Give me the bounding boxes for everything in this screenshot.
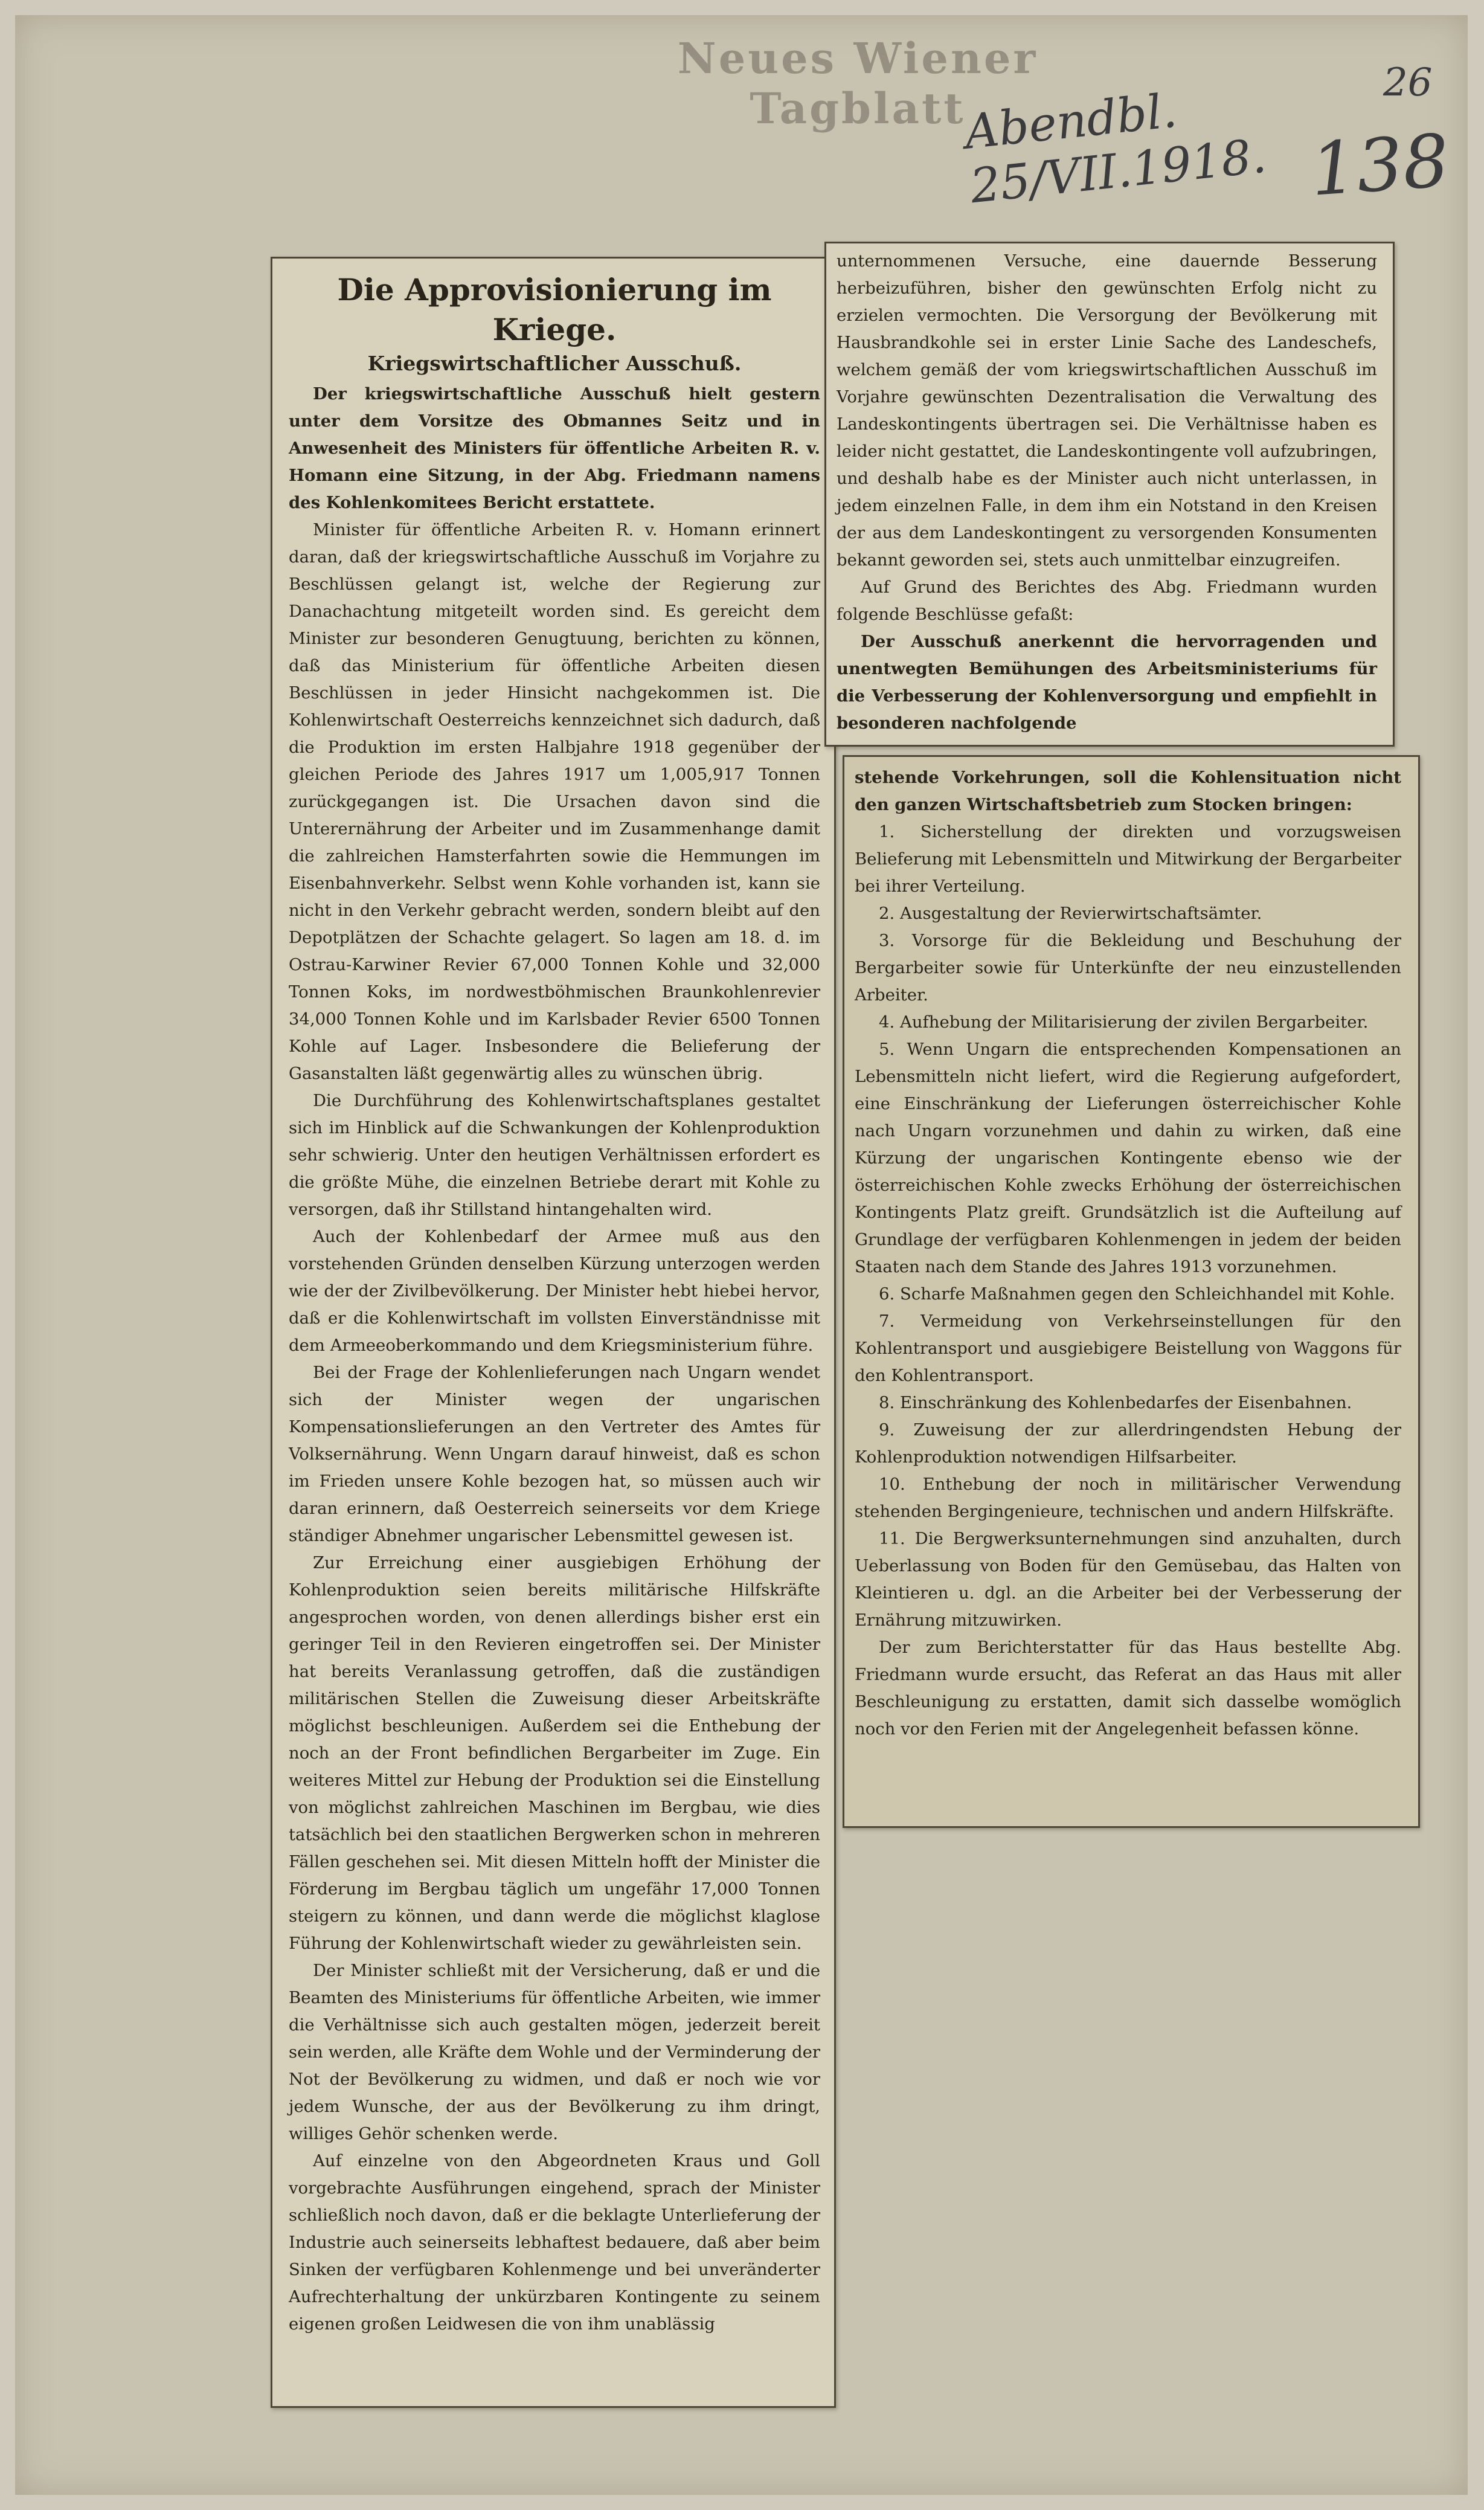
article-headline: Die Approvisionierung im Kriege.: [337, 272, 772, 347]
resolution-item: 5. Wenn Ungarn die entsprechenden Kompensationen an Lebensmitteln nicht liefert, wird die Regierung aufgefordert, eine Einschränkung der Lieferungen österreichischer Kohle nach Ungarn vorzunehmen und dahin zu wirken, daß eine Kürzung der ungarischen Kontingente ebenso wie der österreichischen Kohle zwecks Erhöhung der österreichischen Kontingents Platz greift. Grundsätzlich ist die Aufteilung auf Grundlage der verfügbaren Kohlenmengen in jedem der beiden Staaten nach dem Stande des Jahres 1913 vorzunehmen.: [855, 1040, 1401, 1276]
article-paragraph: Minister für öffentliche Arbeiten R. v. Homann erinnert daran, daß der kriegswirtschaftliche Ausschuß im Vorjahre zu Beschlüssen gelangt ist, welche der Regierung zur Danachachtung mitgeteilt worden sind. Es gereicht dem Minister zur besonderen Genugtuung, berichten zu können, daß das Ministerium für öffentliche Arbeiten diesen Beschlüssen in jeder Hinsicht nachgekommen ist. Die Kohlenwirtschaft Oesterreichs kennzeichnet sich dadurch, daß die Produktion im ersten Halbjahre 1918 gegenüber der gleichen Periode des Jahres 1917 um 1,005,917 Tonnen zurückgegangen ist. Die Ursachen davon sind die Unterernährung der Arbeiter und im Zusammenhange damit die zahlreichen Hamsterfahrten sowie die Hemmungen im Eisenbahnverkehr. Selbst wenn Kohle vorhanden ist, kann sie nicht in den Verkehr gebracht werden, sondern bleibt auf den Depotplätzen der Schachte gelagert. So lagen am 18. d. im Ostrau-Karwiner Revier 67,000 Tonnen Kohle und 32,000 Tonnen Koks, im nordwestböhmischen Braunkohlenrevier 34,000 Tonnen Kohle und im Karlsbader Revier 6500 Tonnen Kohle auf Lager. Insbesondere die Belieferung der Gasanstalten läßt gegenwärtig alles zu wünschen übrig.: [289, 520, 820, 1083]
article-paragraph: Auf Grund des Berichtes des Abg. Friedmann wurden folgende Beschlüsse gefaßt:: [837, 578, 1377, 624]
article-subheadline: Kriegswirtschaftlicher Ausschuß.: [367, 352, 742, 375]
resolution-item: 2. Ausgestaltung der Revierwirtschaftsämter.: [879, 904, 1262, 923]
resolution-item: 10. Enthebung der noch in militärischer Verwendung stehenden Bergingenieure, technischen und andern Hilfskräfte.: [855, 1475, 1401, 1521]
resolution-item: 8. Einschränkung des Kohlenbedarfes der Eisenbahnen.: [879, 1393, 1352, 1412]
resolution-preamble: Der Ausschuß anerkennt die hervorragenden und unentwegten Bemühungen des Arbeitsministeriums für die Verbesserung der Kohlenversorgung und empfiehlt in besonderen nachfolgende: [837, 632, 1377, 733]
article-paragraph: Auf einzelne von den Abgeordneten Kraus und Goll vorgebrachte Ausführungen eingehend, sprach der Minister schließlich noch davon, daß er die beklagte Unterlieferung der Industrie auch seinerseits lebhaftest bedauere, daß aber beim Sinken der verfügbaren Kohlenmenge und bei unveränderter Aufrechterhaltung der unkürzbaren Kontingente zu seinem eigenen großen Leidwesen die von ihm unablässig: [289, 2151, 821, 2334]
article-right-bottom-column: [855, 764, 1401, 1743]
closing-paragraph: Der zum Berichterstatter für das Haus bestellte Abg. Friedmann wurde ersucht, das Referat an das Haus mit aller Beschleunigung zu erstatten, damit sich dasselbe womöglich noch vor den Ferien mit der Angelegenheit befassen könne.: [855, 1638, 1401, 1739]
resolution-item: 7. Vermeidung von Verkehrseinstellungen für den Kohlentransport und ausgiebigere Beistellung von Waggons für den Kohlentransport.: [855, 1311, 1401, 1385]
handwritten-page-number: 138: [1308, 119, 1452, 213]
article-paragraph: Auch der Kohlenbedarf der Armee muß aus den vorstehenden Gründen denselben Kürzung unterzogen werden wie der der Zivilbevölkerung. Der Minister hebt hiebei hervor, daß er die Kohlenwirtschaft im vollsten Einverständnisse mit dem Armeeoberkommando und dem Kriegsministerium führe.: [289, 1227, 820, 1355]
article-right-top-column: [837, 248, 1377, 737]
resolution-item: 4. Aufhebung der Militarisierung der zivilen Bergarbeiter.: [879, 1012, 1369, 1032]
newspaper-masthead-stamp: Neues Wiener Tagblatt: [677, 33, 1038, 134]
resolution-item: 3. Vorsorge für die Bekleidung und Beschuhung der Bergarbeiter sowie für Unterkünfte der neu einzustellenden Arbeiter.: [855, 931, 1401, 1005]
resolution-item: 6. Scharfe Maßnahmen gegen den Schleichhandel mit Kohle.: [879, 1284, 1395, 1304]
handwritten-date: Abendbl. 25/VII.1918.: [962, 83, 1269, 214]
resolution-item: 1. Sicherstellung der direkten und vorzugsweisen Belieferung mit Lebensmitteln und Mitwirkung der Bergarbeiter bei ihrer Verteilung.: [855, 822, 1401, 896]
resolution-intro: stehende Vorkehrungen, soll die Kohlensituation nicht den ganzen Wirtschaftsbetrieb zum Stocken bringen:: [855, 768, 1401, 814]
article-paragraph: Der Minister schließt mit der Versicherung, daß er und die Beamten des Ministeriums für öffentliche Arbeiten, wie immer die Verhältnisse sich auch gestalten mögen, jederzeit bereit sein werden, alle Kräfte dem Wohle und der Verminderung der Not der Bevölkerung zu widmen, und daß er noch wie vor jedem Wunsche, der aus der Bevölkerung zu ihm dringt, williges Gehör schenken werde.: [289, 1961, 820, 2143]
article-paragraph: unternommenen Versuche, eine dauernde Besserung herbeizuführen, bisher den gewünschten Erfolg nicht zu erzielen vermochten. Die Versorgung der Bevölkerung mit Hausbrandkohle sei in erster Linie Sache des Landeschefs, welchem gemäß der vom kriegswirtschaftlichen Ausschuß im Vorjahre gewünschten Dezentralisation die Verwaltung des Landeskontingents übertragen sei. Die Verhältnisse haben es leider nicht gestattet, die Landeskontingente voll aufzubringen, und deshalb habe es der Minister auch nicht unterlassen, in jedem einzelnen Falle, in dem ihm ein Notstand in den Kreisen der aus dem Landeskontingent zu versorgenden Konsumenten bekannt geworden sei, stets auch unmittelbar einzugreifen.: [837, 251, 1377, 570]
resolution-item: 9. Zuweisung der zur allerdringendsten Hebung der Kohlenproduktion notwendigen Hilfsarbeiter.: [855, 1420, 1401, 1467]
article-paragraph: Zur Erreichung einer ausgiebigen Erhöhung der Kohlenproduktion seien bereits militärische Hilfskräfte angesprochen worden, von denen allerdings bisher erst ein geringer Teil in den Revieren eingetroffen sei. Der Minister hat bereits Veranlassung getroffen, daß die zuständigen militärischen Stellen die Zuweisung dieser Arbeitskräfte möglichst beschleunigen. Außerdem sei die Enthebung der noch an der Front befindlichen Bergarbeiter im Zuge. Ein weiteres Mittel zur Hebung der Produktion sei die Einstellung von möglichst zahlreichen Maschinen im Bergbau, wie dies tatsächlich bei den staatlichen Bergwerken schon in mehreren Fällen geschehen sei. Mit diesen Mitteln hofft der Minister die Förderung im Bergbau täglich um ungefähr 17,000 Tonnen steigern zu können, und dann werde die möglichst klaglose Führung der Kohlenwirtschaft wieder zu gewährleisten sein.: [289, 1553, 820, 1953]
article-paragraph: Der kriegswirtschaftliche Ausschuß hielt gestern unter dem Vorsitze des Obmannes Seitz und in Anwesenheit des Ministers für öffentliche Arbeiten R. v. Homann eine Sitzung, in der Abg. Friedmann namens des Kohlenkomitees Bericht erstattete.: [289, 384, 820, 512]
article-left-column: [289, 269, 820, 2338]
article-paragraph: Die Durchführung des Kohlenwirtschaftsplanes gestaltet sich im Hinblick auf die Schwankungen der Kohlenproduktion sehr schwierig. Unter den heutigen Verhältnissen erfordert es die größte Mühe, die einzelnen Betriebe derart mit Kohle zu versorgen, daß ihr Stillstand hintangehalten wird.: [289, 1091, 820, 1219]
article-paragraph: Bei der Frage der Kohlenlieferungen nach Ungarn wendet sich der Minister wegen der ungarischen Kompensationslieferungen an den Vertreter des Amtes für Volksernährung. Wenn Ungarn darauf hinweist, daß es schon im Frieden unsere Kohle bezogen hat, so müssen auch wir daran erinnern, daß Oesterreich seinerseits vor dem Kriege ständiger Abnehmer ungarischer Lebensmittel gewesen ist.: [289, 1363, 820, 1545]
handwritten-corner-number: 26: [1383, 60, 1433, 105]
resolution-item: 11. Die Bergwerksunternehmungen sind anzuhalten, durch Ueberlassung von Boden für den Gemüsebau, das Halten von Kleintieren u. dgl. an die Arbeiter bei der Verbesserung der Ernährung mitzuwirken.: [855, 1529, 1401, 1630]
